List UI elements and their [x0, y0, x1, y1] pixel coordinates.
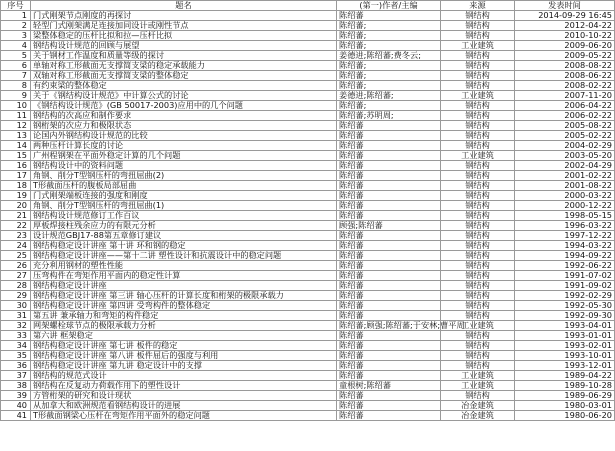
cell-no[interactable]: 33 [1, 331, 31, 341]
cell-date[interactable]: 1996-03-22 [515, 221, 615, 231]
cell-author[interactable]: 陈绍蕃 [337, 391, 441, 401]
cell-source[interactable]: 钢结构 [441, 331, 515, 341]
cell-title[interactable]: 两种压杆计算长度的讨论 [31, 141, 337, 151]
cell-author[interactable]: 陈绍蕃 [337, 311, 441, 321]
cell-date[interactable]: 2006-04-22 [515, 101, 615, 111]
cell-source[interactable]: 钢结构 [441, 51, 515, 61]
header-title[interactable]: 题名 [31, 1, 337, 11]
cell-no[interactable]: 11 [1, 111, 31, 121]
cell-source[interactable]: 钢结构 [441, 191, 515, 201]
cell-date[interactable]: 1993-12-01 [515, 361, 615, 371]
cell-date[interactable]: 2008-06-22 [515, 71, 615, 81]
cell-author[interactable]: 陈绍蕃 [337, 371, 441, 381]
cell-date[interactable]: 2006-02-22 [515, 111, 615, 121]
header-no[interactable]: 序号 [1, 1, 31, 11]
table-row[interactable] [1, 281, 615, 291]
header-row [1, 1, 615, 11]
cell-source[interactable]: 钢结构 [441, 221, 515, 231]
table-row[interactable] [1, 301, 615, 311]
cell-date[interactable]: 1992-05-30 [515, 301, 615, 311]
cell-author[interactable]: 陈绍蕃 [337, 231, 441, 241]
cell-title[interactable]: 钢结构稳定设计讲座——第十二讲 塑性设计和抗震设计中的稳定问题 [31, 251, 337, 261]
cell-date[interactable]: 2004-02-29 [515, 141, 615, 151]
table-row[interactable] [1, 411, 615, 421]
cell-no[interactable]: 35 [1, 351, 31, 361]
cell-title[interactable]: 钢结构稳定设计讲座 第八讲 板件屈后的强度与利用 [31, 351, 337, 361]
cell-source[interactable]: 工业建筑 [441, 381, 515, 391]
cell-no[interactable]: 4 [1, 41, 31, 51]
cell-no[interactable]: 15 [1, 151, 31, 161]
cell-title[interactable]: 钢结构稳定设计讲座 第四讲 受弯构件的整体稳定 [31, 301, 337, 311]
cell-no[interactable]: 26 [1, 261, 31, 271]
cell-title[interactable]: 钢结构设计规范修订工作百议 [31, 211, 337, 221]
cell-title[interactable]: 论国内外钢结构设计规范的比较 [31, 131, 337, 141]
table-row[interactable] [1, 41, 615, 51]
cell-no[interactable]: 6 [1, 61, 31, 71]
cell-no[interactable]: 34 [1, 341, 31, 351]
cell-title[interactable]: 方管桁架的研究和设计现状 [31, 391, 337, 401]
cell-no[interactable]: 30 [1, 301, 31, 311]
cell-date[interactable]: 2008-08-22 [515, 61, 615, 71]
cell-title[interactable]: 《钢结构设计规范》(GB 50017-2003)应用中的几个问题 [31, 101, 337, 111]
cell-date[interactable]: 2001-08-22 [515, 181, 615, 191]
cell-source[interactable]: 钢结构 [441, 391, 515, 401]
cell-source[interactable]: 冶金建筑 [441, 401, 515, 411]
table-row[interactable] [1, 321, 615, 331]
table-row[interactable] [1, 71, 615, 81]
cell-title[interactable]: 双轴对称工形截面无支撑简支梁的整体稳定 [31, 71, 337, 81]
cell-title[interactable]: T形截面钢梁心压杆在弯矩作用平面外的稳定问题 [31, 411, 337, 421]
cell-title[interactable]: T形截面压杆的腹板局部屈曲 [31, 181, 337, 191]
cell-no[interactable]: 14 [1, 141, 31, 151]
cell-author[interactable]: 陈绍蕃; [337, 81, 441, 91]
table-row[interactable] [1, 231, 615, 241]
cell-date[interactable]: 1992-02-29 [515, 291, 615, 301]
cell-date[interactable]: 1992-06-22 [515, 261, 615, 271]
table-row[interactable] [1, 221, 615, 231]
table-row[interactable] [1, 251, 615, 261]
cell-source[interactable]: 工业建筑 [441, 91, 515, 101]
cell-source[interactable]: 钢结构 [441, 21, 515, 31]
cell-source[interactable]: 钢结构 [441, 181, 515, 191]
cell-source[interactable]: 钢结构 [441, 101, 515, 111]
table-row[interactable] [1, 341, 615, 351]
cell-date[interactable]: 1989-04-22 [515, 371, 615, 381]
cell-no[interactable]: 32 [1, 321, 31, 331]
header-author[interactable]: (第一)作者/主编 [337, 1, 441, 11]
cell-author[interactable]: 陈绍蕃 [337, 151, 441, 161]
cell-date[interactable]: 1989-06-29 [515, 391, 615, 401]
cell-author[interactable]: 陈绍蕃 [337, 351, 441, 361]
cell-source[interactable]: 钢结构 [441, 241, 515, 251]
cell-title[interactable]: 门式刚架端板连接的强度和刚度 [31, 191, 337, 201]
cell-title[interactable]: 钢结构的规范式设计 [31, 371, 337, 381]
table-row[interactable] [1, 331, 615, 341]
cell-author[interactable]: 陈绍蕃 [337, 131, 441, 141]
cell-author[interactable]: 陈绍蕃;顾强;陈绍蕃;于安林;曹平周 [337, 321, 441, 331]
cell-no[interactable]: 5 [1, 51, 31, 61]
cell-date[interactable]: 2003-05-20 [515, 151, 615, 161]
table-row[interactable] [1, 101, 615, 111]
cell-source[interactable]: 钢结构 [441, 211, 515, 221]
table-row[interactable] [1, 201, 615, 211]
cell-source[interactable]: 钢结构 [441, 361, 515, 371]
cell-source[interactable]: 钢结构 [441, 171, 515, 181]
cell-author[interactable]: 陈绍蕃 [337, 171, 441, 181]
cell-title[interactable]: 压弯构件在弯矩作用平面内的稳定性计算 [31, 271, 337, 281]
cell-no[interactable]: 7 [1, 71, 31, 81]
cell-date[interactable]: 2014-09-29 16:45 [515, 11, 615, 21]
cell-source[interactable]: 钢结构 [441, 311, 515, 321]
cell-title[interactable]: 钢结构在反复动力荷载作用下的塑性设计 [31, 381, 337, 391]
cell-no[interactable]: 18 [1, 181, 31, 191]
cell-date[interactable]: 2008-02-22 [515, 81, 615, 91]
cell-no[interactable]: 16 [1, 161, 31, 171]
table-row[interactable] [1, 61, 615, 71]
cell-date[interactable]: 2002-04-29 [515, 161, 615, 171]
cell-date[interactable]: 2000-03-22 [515, 191, 615, 201]
cell-author[interactable]: 陈绍蕃 [337, 181, 441, 191]
cell-author[interactable]: 姜德进;陈绍蕃; [337, 91, 441, 101]
cell-title[interactable]: 单轴对称工形截面无支撑简支梁的稳定承载能力 [31, 61, 337, 71]
cell-source[interactable]: 钢结构 [441, 31, 515, 41]
cell-title[interactable]: 第五讲 兼承轴力和弯矩的构件稳定 [31, 311, 337, 321]
cell-title[interactable]: 钢结构设计中的资料问题 [31, 161, 337, 171]
cell-date[interactable]: 1991-09-02 [515, 281, 615, 291]
cell-date[interactable]: 1994-03-22 [515, 241, 615, 251]
cell-title[interactable]: 网架螺栓球节点的极限承载力分析 [31, 321, 337, 331]
cell-title[interactable]: 钢结构稳定设计讲座 [31, 281, 337, 291]
table-row[interactable] [1, 81, 615, 91]
cell-date[interactable]: 2009-05-22 [515, 51, 615, 61]
table-row[interactable] [1, 11, 615, 21]
table-row[interactable] [1, 21, 615, 31]
cell-author[interactable]: 陈绍蕃 [337, 271, 441, 281]
cell-author[interactable]: 姜德进;陈绍蕃;费冬云; [337, 51, 441, 61]
cell-author[interactable]: 陈绍蕃 [337, 291, 441, 301]
cell-date[interactable]: 1992-09-30 [515, 311, 615, 321]
cell-title[interactable]: 钢结构稳定设计讲座 第七讲 板件的稳定 [31, 341, 337, 351]
cell-source[interactable]: 工业建筑 [441, 371, 515, 381]
cell-no[interactable]: 40 [1, 401, 31, 411]
cell-date[interactable]: 1989-10-28 [515, 381, 615, 391]
cell-author[interactable]: 陈绍蕃 [337, 241, 441, 251]
cell-date[interactable]: 2012-04-22 [515, 21, 615, 31]
cell-date[interactable]: 2000-12-22 [515, 201, 615, 211]
cell-source[interactable]: 钢结构 [441, 81, 515, 91]
cell-author[interactable]: 陈绍蕃; [337, 31, 441, 41]
cell-title[interactable]: 角钢、削分T型钢压杆的弯扭屈曲(1) [31, 201, 337, 211]
cell-title[interactable]: 充分利用钢材的塑性性能 [31, 261, 337, 271]
cell-date[interactable]: 1993-02-01 [515, 341, 615, 351]
cell-no[interactable]: 29 [1, 291, 31, 301]
cell-author[interactable]: 陈绍蕃; [337, 21, 441, 31]
table-row[interactable] [1, 241, 615, 251]
cell-source[interactable]: 钢结构 [441, 61, 515, 71]
cell-title[interactable]: 角钢、削分T型钢压杆的弯扭屈曲(2) [31, 171, 337, 181]
cell-author[interactable]: 陈绍蕃 [337, 201, 441, 211]
table-row[interactable] [1, 191, 615, 201]
cell-no[interactable]: 10 [1, 101, 31, 111]
cell-no[interactable]: 3 [1, 31, 31, 41]
cell-title[interactable]: 从加拿大和欧洲规范看钢结构设计的进展 [31, 401, 337, 411]
cell-no[interactable]: 27 [1, 271, 31, 281]
cell-no[interactable]: 39 [1, 391, 31, 401]
cell-author[interactable]: 陈绍蕃; [337, 101, 441, 111]
cell-source[interactable]: 钢结构 [441, 291, 515, 301]
cell-date[interactable]: 2005-08-22 [515, 121, 615, 131]
cell-source[interactable]: 钢结构 [441, 271, 515, 281]
cell-source[interactable]: 钢结构 [441, 71, 515, 81]
cell-source[interactable]: 钢结构 [441, 231, 515, 241]
table-row[interactable] [1, 391, 615, 401]
cell-author[interactable]: 陈绍蕃 [337, 361, 441, 371]
cell-no[interactable]: 13 [1, 131, 31, 141]
cell-no[interactable]: 20 [1, 201, 31, 211]
table-row[interactable] [1, 151, 615, 161]
cell-source[interactable]: 工业建筑 [441, 41, 515, 51]
cell-no[interactable]: 21 [1, 211, 31, 221]
table-row[interactable] [1, 261, 615, 271]
table-row[interactable] [1, 361, 615, 371]
table-row[interactable] [1, 91, 615, 101]
cell-no[interactable]: 12 [1, 121, 31, 131]
table-row[interactable] [1, 51, 615, 61]
cell-author[interactable]: 陈绍蕃 [337, 401, 441, 411]
cell-no[interactable]: 17 [1, 171, 31, 181]
table-row[interactable] [1, 181, 615, 191]
cell-author[interactable]: 陈绍蕃;苏明周; [337, 111, 441, 121]
cell-date[interactable]: 1997-12-22 [515, 231, 615, 241]
cell-date[interactable]: 2010-10-22 [515, 31, 615, 41]
table-row[interactable] [1, 131, 615, 141]
cell-author[interactable]: 陈绍蕃 [337, 411, 441, 421]
cell-author[interactable]: 陈绍蕃 [337, 141, 441, 151]
cell-title[interactable]: 钢结构稳定设计讲座 第十讲 环和钢的稳定 [31, 241, 337, 251]
cell-source[interactable]: 钢结构 [441, 141, 515, 151]
table-row[interactable] [1, 171, 615, 181]
table-row[interactable] [1, 271, 615, 281]
cell-title[interactable]: 门式刚架节点刚度的再探讨 [31, 11, 337, 21]
cell-date[interactable]: 1993-01-01 [515, 331, 615, 341]
cell-author[interactable]: 陈绍蕃; [337, 71, 441, 81]
cell-date[interactable]: 1980-03-01 [515, 401, 615, 411]
cell-source[interactable]: 钢结构 [441, 131, 515, 141]
cell-no[interactable]: 9 [1, 91, 31, 101]
cell-source[interactable]: 钢结构 [441, 201, 515, 211]
cell-no[interactable]: 8 [1, 81, 31, 91]
cell-title[interactable]: 梁整体稳定的压杆比拟和拉—压杆比拟 [31, 31, 337, 41]
cell-date[interactable]: 1998-05-15 [515, 211, 615, 221]
cell-no[interactable]: 41 [1, 411, 31, 421]
cell-author[interactable]: 陈绍蕃 [337, 251, 441, 261]
table-row[interactable] [1, 291, 615, 301]
cell-source[interactable]: 钢结构 [441, 121, 515, 131]
cell-title[interactable]: 钢结构稳定设计讲座 第九讲 稳定设计中的支撑 [31, 361, 337, 371]
cell-no[interactable]: 23 [1, 231, 31, 241]
cell-title[interactable]: 钢结构稳定设计讲座 第三讲 轴心压杆的计算长度和桁架的极限承载力 [31, 291, 337, 301]
cell-author[interactable]: 陈绍蕃 [337, 341, 441, 351]
cell-date[interactable]: 2009-06-20 [515, 41, 615, 51]
table-row[interactable] [1, 371, 615, 381]
cell-no[interactable]: 28 [1, 281, 31, 291]
cell-source[interactable]: 钢结构 [441, 11, 515, 21]
cell-date[interactable]: 1991-07-02 [515, 271, 615, 281]
table-row[interactable] [1, 351, 615, 361]
cell-no[interactable]: 38 [1, 381, 31, 391]
table-row[interactable] [1, 211, 615, 221]
cell-author[interactable]: 童根树;陈绍蕃 [337, 381, 441, 391]
cell-title[interactable]: 关于钢材工作温度和质量等级的探讨 [31, 51, 337, 61]
cell-title[interactable]: 有约束梁的整体稳定 [31, 81, 337, 91]
cell-source[interactable]: 钢结构 [441, 301, 515, 311]
table-row[interactable] [1, 31, 615, 41]
cell-no[interactable]: 36 [1, 361, 31, 371]
cell-no[interactable]: 37 [1, 371, 31, 381]
cell-source[interactable]: 钢结构 [441, 281, 515, 291]
cell-title[interactable]: 第六讲 框架稳定 [31, 331, 337, 341]
cell-author[interactable]: 陈绍蕃 [337, 161, 441, 171]
cell-date[interactable]: 1994-09-22 [515, 251, 615, 261]
cell-source[interactable]: 冶金建筑 [441, 411, 515, 421]
table-row[interactable] [1, 121, 615, 131]
cell-no[interactable]: 22 [1, 221, 31, 231]
cell-author[interactable]: 陈绍蕃 [337, 11, 441, 21]
cell-author[interactable]: 陈绍蕃 [337, 191, 441, 201]
table-row[interactable] [1, 401, 615, 411]
cell-author[interactable]: 陈绍蕃 [337, 281, 441, 291]
cell-source[interactable]: 工业建筑 [441, 151, 515, 161]
cell-source[interactable]: 钢结构 [441, 251, 515, 261]
cell-no[interactable]: 31 [1, 311, 31, 321]
table-row[interactable] [1, 161, 615, 171]
cell-source[interactable]: 钢结构 [441, 341, 515, 351]
cell-date[interactable]: 2005-02-22 [515, 131, 615, 141]
cell-title[interactable]: 钢桁架的次应力和极限状态 [31, 121, 337, 131]
cell-title[interactable]: 厚板焊接柱残余应力的有限元分析 [31, 221, 337, 231]
cell-author[interactable]: 陈绍蕃; [337, 41, 441, 51]
cell-title[interactable]: 关于《钢结构设计规范》中计算公式的讨论 [31, 91, 337, 101]
cell-no[interactable]: 19 [1, 191, 31, 201]
cell-source[interactable]: 钢结构 [441, 111, 515, 121]
cell-date[interactable]: 1993-10-01 [515, 351, 615, 361]
cell-author[interactable]: 陈绍蕃 [337, 301, 441, 311]
cell-date[interactable]: 1993-04-01 [515, 321, 615, 331]
cell-no[interactable]: 24 [1, 241, 31, 251]
cell-no[interactable]: 2 [1, 21, 31, 31]
cell-source[interactable]: 钢结构 [441, 351, 515, 361]
cell-author[interactable]: 陈绍蕃 [337, 261, 441, 271]
table-row[interactable] [1, 141, 615, 151]
header-source[interactable]: 来源 [441, 1, 515, 11]
cell-author[interactable]: 陈绍蕃 [337, 211, 441, 221]
cell-title[interactable]: 钢结构设计规范的回顾与展望 [31, 41, 337, 51]
cell-no[interactable]: 1 [1, 11, 31, 21]
cell-date[interactable]: 2001-02-22 [515, 171, 615, 181]
cell-source[interactable]: 钢结构 [441, 161, 515, 171]
cell-author[interactable]: 陈绍蕃; [337, 61, 441, 71]
cell-title[interactable]: 轻型门式刚架满足连接加同设计或刚性节点 [31, 21, 337, 31]
cell-date[interactable]: 1980-06-20 [515, 411, 615, 421]
table-row[interactable] [1, 311, 615, 321]
cell-author[interactable]: 陈绍蕃 [337, 331, 441, 341]
cell-source[interactable]: 钢结构 [441, 261, 515, 271]
cell-title[interactable]: 设计规范GBJ17-88第五章修订建议 [31, 231, 337, 241]
cell-title[interactable]: 钢结构的次高应和制作要求 [31, 111, 337, 121]
table-row[interactable] [1, 111, 615, 121]
cell-author[interactable]: 顾强;陈绍蕃 [337, 221, 441, 231]
header-date[interactable]: 发表时间 [515, 1, 615, 11]
table-row[interactable] [1, 381, 615, 391]
cell-date[interactable]: 2007-11-20 [515, 91, 615, 101]
table-body [1, 11, 615, 421]
cell-source[interactable]: 工业建筑 [441, 321, 515, 331]
cell-title[interactable]: 广州程钢架在平面外稳定计算的几个问题 [31, 151, 337, 161]
cell-no[interactable]: 25 [1, 251, 31, 261]
cell-author[interactable]: 陈绍蕃 [337, 121, 441, 131]
